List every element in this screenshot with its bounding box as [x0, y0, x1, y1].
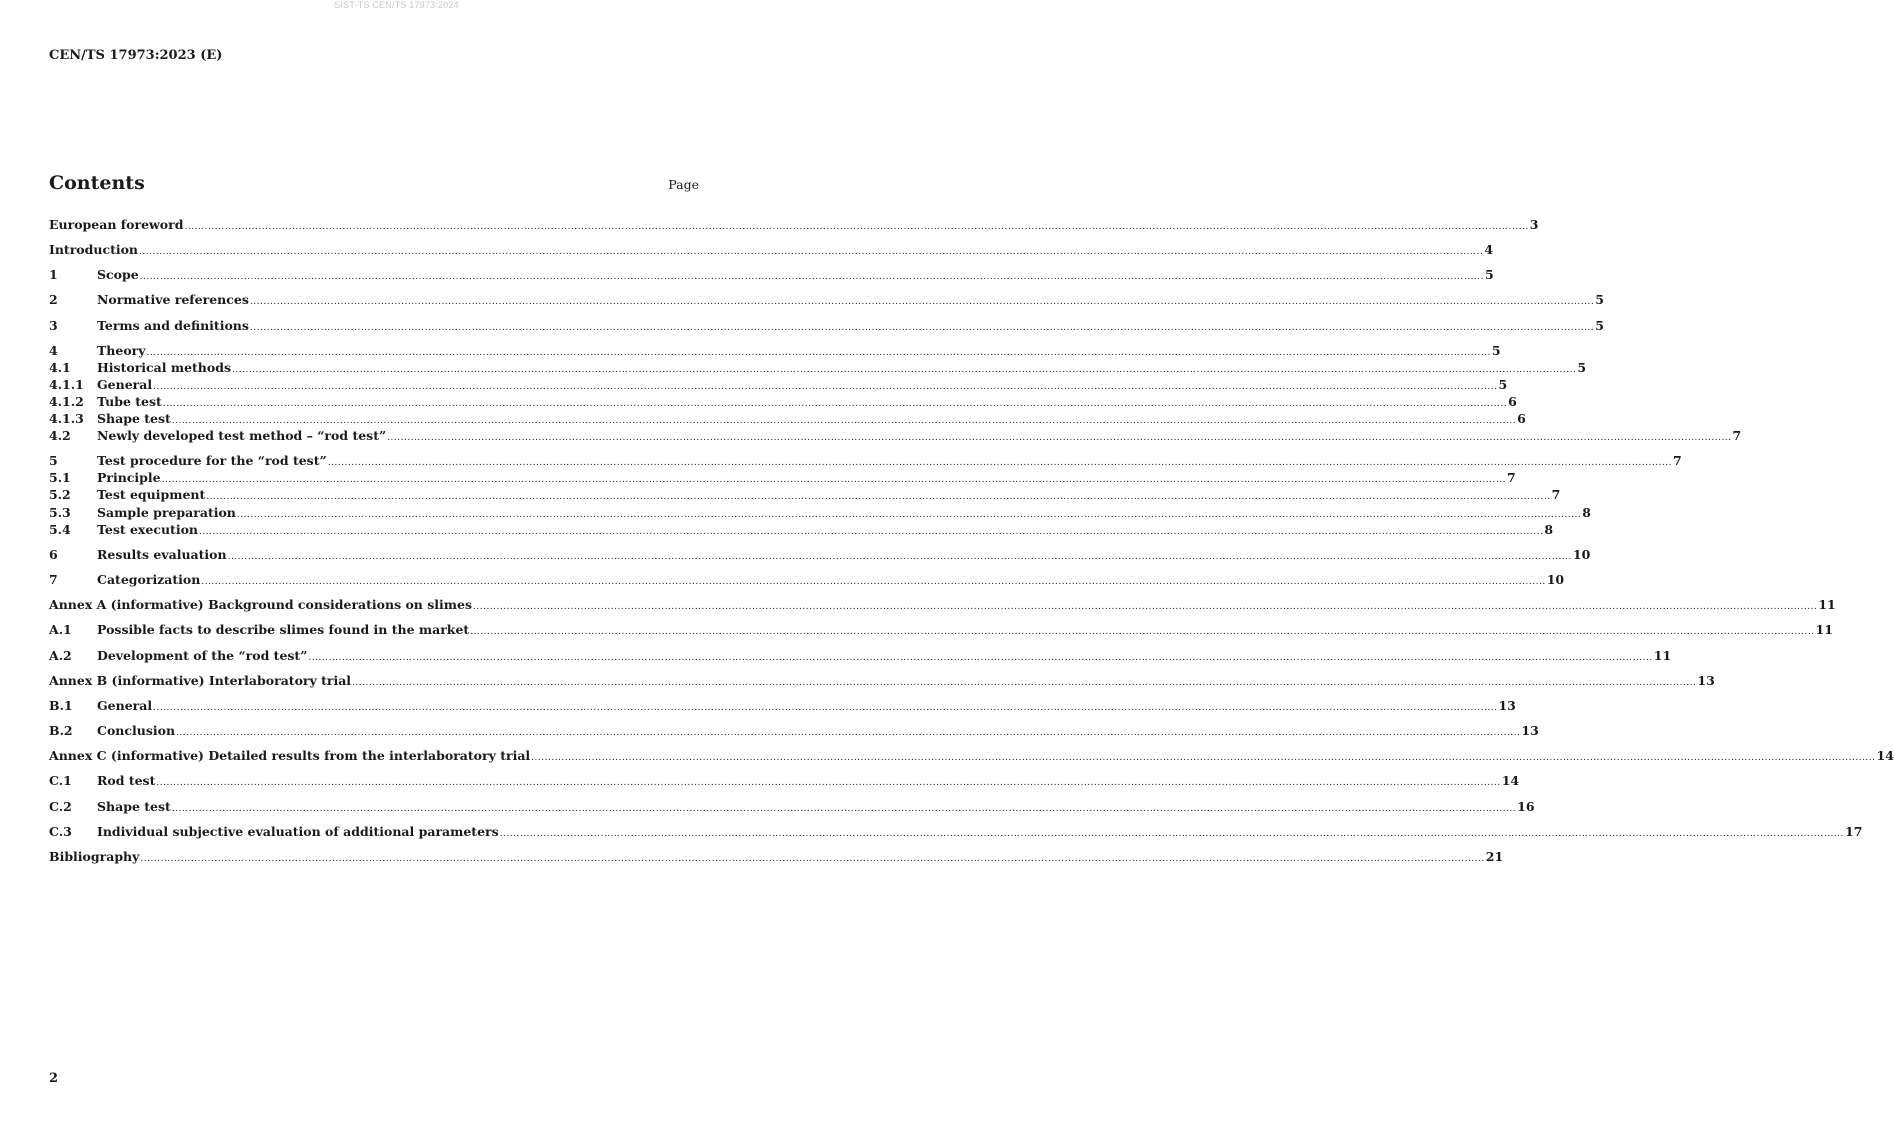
toc-dot-leader: ................................................................................................................................................................................................................................................................................................................................................................................................................ — [308, 653, 1653, 663]
toc-entry-title: European foreword — [49, 217, 184, 232]
toc-entry-title: General — [97, 377, 153, 392]
toc-entry[interactable] — [49, 360, 1587, 376]
toc-entry-title: Theory — [97, 343, 146, 358]
toc-dot-leader: ................................................................................................................................................................................................................................................................................................................................................................................................................ — [499, 829, 1844, 839]
toc-dot-leader: ................................................................................................................................................................................................................................................................................................................................................................................................................ — [206, 492, 1551, 502]
toc-entry[interactable] — [49, 318, 1604, 334]
toc-entry-number: 4.1.2 — [49, 394, 84, 409]
toc-entry-number: A.1 — [49, 622, 72, 637]
toc-entry-title: Rod test — [97, 773, 156, 788]
toc-entry[interactable] — [49, 343, 1501, 359]
toc-dot-leader: ................................................................................................................................................................................................................................................................................................................................................................................................................ — [249, 323, 1595, 333]
toc-entry-title: Scope — [97, 267, 139, 282]
toc-entry-page: 3 — [1529, 217, 1539, 232]
toc-entry-title: Annex A (informative) Background considerations on slimes — [49, 597, 472, 612]
toc-entry-page: 7 — [1732, 428, 1742, 443]
toc-entry[interactable] — [49, 648, 1672, 664]
toc-dot-leader: ................................................................................................................................................................................................................................................................................................................................................................................................................ — [232, 365, 1577, 375]
toc-entry[interactable] — [49, 572, 1565, 588]
toc-entry-number: 7 — [49, 572, 58, 587]
toc-dot-leader: ................................................................................................................................................................................................................................................................................................................................................................................................................ — [162, 399, 1508, 409]
toc-entry-page: 10 — [1546, 572, 1565, 587]
toc-entry-title: Categorization — [97, 572, 201, 587]
toc-entry-number: B.2 — [49, 723, 73, 738]
contents-heading: Contents — [49, 172, 145, 194]
toc-entry-number: C.1 — [49, 773, 72, 788]
toc-entry[interactable] — [49, 242, 1494, 258]
toc-entry-title: Sample preparation — [97, 505, 236, 520]
toc-entry-title: Test procedure for the “rod test” — [97, 453, 327, 468]
toc-entry[interactable] — [49, 748, 1894, 764]
toc-entry[interactable] — [49, 428, 1742, 444]
toc-entry-title: Introduction — [49, 242, 139, 257]
toc-dot-leader: ................................................................................................................................................................................................................................................................................................................................................................................................................ — [139, 272, 1485, 282]
toc-entry-page: 5 — [1485, 267, 1494, 282]
page-number: 2 — [49, 1071, 59, 1086]
toc-dot-leader: ................................................................................................................................................................................................................................................................................................................................................................................................................ — [352, 678, 1697, 688]
toc-entry-title: Development of the “rod test” — [97, 648, 308, 663]
toc-dot-leader: ................................................................................................................................................................................................................................................................................................................................................................................................................ — [171, 416, 1517, 426]
toc-entry[interactable] — [49, 547, 1591, 563]
toc-entry-page: 14 — [1501, 773, 1520, 788]
toc-dot-leader: ................................................................................................................................................................................................................................................................................................................................................................................................................ — [201, 577, 1546, 587]
page-column-label: Page — [668, 177, 699, 192]
toc-entry-number: 5 — [49, 453, 58, 468]
toc-entry-title: Individual subjective evaluation of additional parameters — [97, 824, 499, 839]
toc-dot-leader: ................................................................................................................................................................................................................................................................................................................................................................................................................ — [236, 510, 1582, 520]
toc-entry[interactable] — [49, 597, 1836, 613]
toc-entry-title: Bibliography — [49, 849, 140, 864]
toc-dot-leader: ................................................................................................................................................................................................................................................................................................................................................................................................................ — [156, 778, 1501, 788]
toc-entry-page: 5 — [1491, 343, 1501, 358]
toc-entry-number: 4.1.3 — [49, 411, 84, 426]
watermark: SIST-TS CEN/TS 17973:2024 — [334, 0, 459, 10]
toc-entry[interactable] — [49, 622, 1833, 638]
toc-entry-page: 5 — [1595, 292, 1604, 307]
toc-dot-leader: ................................................................................................................................................................................................................................................................................................................................................................................................................ — [227, 552, 1572, 562]
toc-entry-page: 6 — [1508, 394, 1517, 409]
toc-dot-leader: ................................................................................................................................................................................................................................................................................................................................................................................................................ — [470, 627, 1815, 637]
toc-entry-title: Principle — [97, 470, 161, 485]
document-id: CEN/TS 17973:2023 (E) — [49, 48, 223, 63]
toc-entry-number: 4.1 — [49, 360, 71, 375]
toc-entry[interactable] — [49, 799, 1535, 815]
toc-dot-leader: ................................................................................................................................................................................................................................................................................................................................................................................................................ — [199, 527, 1544, 537]
toc-entry-number: 4.1.1 — [49, 377, 84, 392]
toc-entry[interactable] — [49, 673, 1715, 689]
toc-entry[interactable] — [49, 505, 1591, 521]
toc-entry-title: Test equipment — [97, 487, 206, 502]
toc-entry-page: 13 — [1498, 698, 1516, 713]
toc-entry-title: Shape test — [97, 799, 171, 814]
toc-entry-title: Test execution — [97, 522, 198, 537]
toc-entry-page: 11 — [1818, 597, 1836, 612]
toc-entry[interactable] — [49, 522, 1554, 538]
toc-entry-page: 7 — [1673, 453, 1682, 468]
toc-entry-title: Newly developed test method – “rod test” — [97, 428, 387, 443]
toc-entry-number: 5.3 — [49, 505, 71, 520]
toc-entry-page: 11 — [1653, 648, 1672, 663]
toc-entry-title: Conclusion — [97, 723, 176, 738]
toc-entry-page: 13 — [1697, 673, 1715, 688]
toc-entry-number: 6 — [49, 547, 58, 562]
toc-entry-page: 21 — [1485, 849, 1504, 864]
toc-entry-number: 5.2 — [49, 487, 71, 502]
toc-entry-number: B.1 — [49, 698, 73, 713]
toc-entry-number: 3 — [49, 318, 58, 333]
toc-entry-page: 4 — [1484, 242, 1494, 257]
toc-dot-leader: ................................................................................................................................................................................................................................................................................................................................................................................................................ — [146, 348, 1491, 358]
toc-dot-leader: ................................................................................................................................................................................................................................................................................................................................................................................................................ — [387, 433, 1732, 443]
toc-entry-page: 11 — [1815, 622, 1833, 637]
toc-entry-title: Possible facts to describe slimes found in the market — [97, 622, 470, 637]
toc-dot-leader: ................................................................................................................................................................................................................................................................................................................................................................................................................ — [176, 728, 1521, 738]
toc-dot-leader: ................................................................................................................................................................................................................................................................................................................................................................................................................ — [249, 297, 1595, 307]
toc-entry[interactable] — [49, 453, 1682, 469]
toc-entry-page: 13 — [1521, 723, 1539, 738]
toc-entry[interactable] — [49, 487, 1561, 503]
toc-entry-title: Tube test — [97, 394, 162, 409]
toc-entry-title: Annex C (informative) Detailed results from the interlaboratory trial — [49, 748, 531, 763]
toc-entry-number: 2 — [49, 292, 58, 307]
toc-entry-title: Historical methods — [97, 360, 232, 375]
toc-entry[interactable] — [49, 773, 1520, 789]
toc-entry-page: 5 — [1577, 360, 1587, 375]
toc-entry-title: General — [97, 698, 153, 713]
toc-dot-leader: ................................................................................................................................................................................................................................................................................................................................................................................................................ — [139, 247, 1484, 257]
toc-entry-page: 7 — [1551, 487, 1561, 502]
toc-entry-page: 10 — [1572, 547, 1591, 562]
toc-entry-number: 1 — [49, 267, 58, 282]
toc-entry[interactable] — [49, 217, 1539, 233]
toc-entry-title: Annex B (informative) Interlaboratory trial — [49, 673, 352, 688]
toc-entry-number: 5.4 — [49, 522, 71, 537]
toc-entry-number: 5.1 — [49, 470, 71, 485]
toc-entry-number: 4 — [49, 343, 58, 358]
toc-entry[interactable] — [49, 824, 1863, 840]
toc-dot-leader: ................................................................................................................................................................................................................................................................................................................................................................................................................ — [140, 854, 1485, 864]
toc-entry-page: 8 — [1544, 522, 1554, 537]
toc-dot-leader: ................................................................................................................................................................................................................................................................................................................................................................................................................ — [153, 703, 1498, 713]
toc-dot-leader: ................................................................................................................................................................................................................................................................................................................................................................................................................ — [473, 602, 1818, 612]
toc-entry-page: 17 — [1845, 824, 1863, 839]
toc-entry-number: A.2 — [49, 648, 72, 663]
toc-entry[interactable] — [49, 411, 1526, 427]
toc-entry[interactable] — [49, 470, 1516, 486]
toc-entry[interactable] — [49, 849, 1504, 865]
toc-entry-page: 7 — [1506, 470, 1516, 485]
toc-entry-title: Terms and definitions — [97, 318, 249, 333]
toc-entry-page: 16 — [1517, 799, 1535, 814]
toc-entry-page: 14 — [1876, 748, 1894, 763]
toc-dot-leader: ................................................................................................................................................................................................................................................................................................................................................................................................................ — [184, 222, 1529, 232]
toc-entry-title: Normative references — [97, 292, 249, 307]
toc-entry-page: 8 — [1582, 505, 1591, 520]
toc-entry[interactable] — [49, 723, 1539, 739]
toc-entry-number: C.3 — [49, 824, 72, 839]
toc-dot-leader: ................................................................................................................................................................................................................................................................................................................................................................................................................ — [531, 753, 1876, 763]
toc-entry[interactable] — [49, 267, 1494, 283]
toc-entry[interactable] — [49, 394, 1517, 410]
toc-dot-leader: ................................................................................................................................................................................................................................................................................................................................................................................................................ — [327, 458, 1673, 468]
toc-entry[interactable] — [49, 698, 1516, 714]
toc-entry[interactable] — [49, 377, 1508, 393]
toc-entry-title: Results evaluation — [97, 547, 227, 562]
toc-entry-title: Shape test — [97, 411, 171, 426]
toc-entry-number: C.2 — [49, 799, 72, 814]
toc-entry-page: 6 — [1517, 411, 1526, 426]
toc-entry-page: 5 — [1498, 377, 1508, 392]
toc-entry[interactable] — [49, 292, 1604, 308]
toc-entry-number: 4.2 — [49, 428, 71, 443]
toc-dot-leader: ................................................................................................................................................................................................................................................................................................................................................................................................................ — [171, 804, 1517, 814]
toc-dot-leader: ................................................................................................................................................................................................................................................................................................................................................................................................................ — [161, 475, 1506, 485]
toc-dot-leader: ................................................................................................................................................................................................................................................................................................................................................................................................................ — [153, 382, 1498, 392]
toc-entry-page: 5 — [1595, 318, 1604, 333]
